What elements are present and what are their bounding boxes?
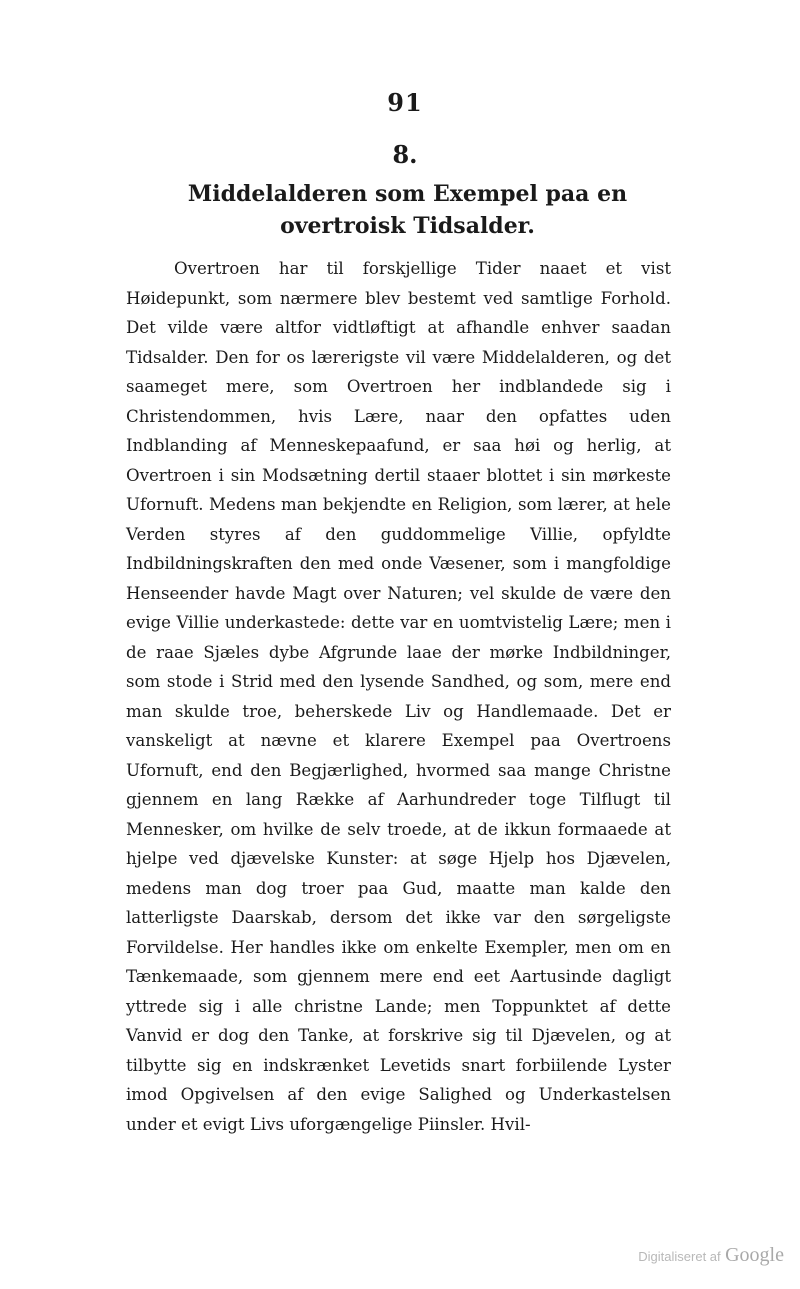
section-number: 8. (392, 140, 418, 169)
chapter-title: Middelalderen som Exempel paa en overtroisk Tidsalder. (187, 181, 628, 239)
digitization-watermark (638, 1244, 784, 1267)
google-logo: Google (725, 1244, 784, 1266)
body-paragraph: Overtroen har til forskjellige Tider naaet et vist Høidepunkt, som nærmere blev bestemt ved samtlige Forhold. Det vilde være altfor vidtløftigt at afhandle enhver saadan Tidsalder. Den for os lærerigste vil være Middelalderen, og det saameget mere, som Overtroen her indblandede sig i Christendommen, hvis Lære, naar den opfattes uden Indblanding af Menneskepaafund, er saa høi og herlig, at Overtroen i sin Modsætning dertil staaer blottet i sin mørkeste Ufornuft. Medens man bekjendte en Religion, som lærer, at hele Verden styres af den guddommelige Villie, opfyldte Indbildningskraften den med onde Væsener, som i mangfoldige Henseender havde Magt over Naturen; vel skulde de være den evige Villie underkastede: dette var en uomtvistelig Lære; men i de raae Sjæles dybe Afgrunde laae der mørke Indbildninger, som stode i Strid med den lysende Sandhed, og som, mere end man skulde troe, beherskede Liv og Handlemaade. Det er vanskeligt at nævne et klarere Exempel paa Overtroens Ufornuft, end den Begjærlighed, hvormed saa mange Christne gjennem en lang Række af Aarhundreder toge Tilflugt til Mennesker, om hvilke de selv troede, at de ikkun formaaede at hjelpe ved djævelske Kunster: at søge Hjelp hos Djævelen, medens man dog troer paa Gud, maatte man kalde den latterligste Daarskab, dersom det ikke var den sørgeligste Forvildelse. Her handles ikke om enkelte Exempler, men om en Tænkemaade, som gjennem mere end eet Aartusinde dagligt yttrede sig i alle christne Lande; men Toppunktet af dette Vanvid er dog den Tanke, at forskrive sig til Djævelen, og at tilbytte sig en indskrænket Levetids snart forbiilende Lyster imod Opgivelsen af den evige Salighed og Underkastelsen under et evigt Livs uforgængelige Piinsler. Hvil- (126, 259, 671, 1134)
watermark-prefix: Digitaliseret af (638, 1249, 721, 1264)
page-number: 91 (387, 88, 423, 117)
